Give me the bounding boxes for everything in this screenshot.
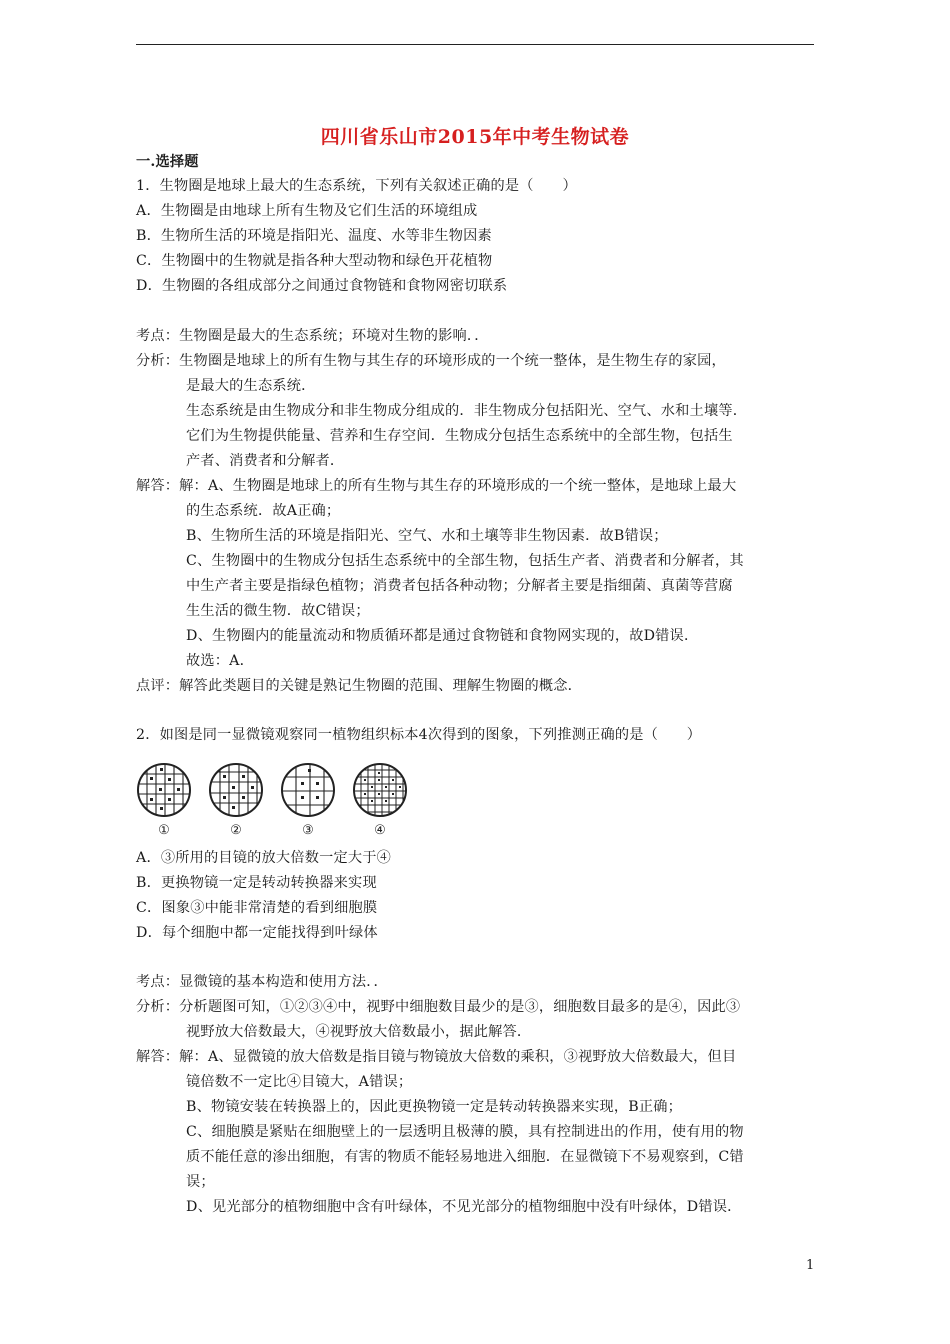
q2-option-b: B．更换物镜一定是转动转换器来实现 [136,875,377,891]
q1-fenxi-line: 是最大的生态系统． [186,378,316,394]
q1-fenxi-line: 产者、消费者和分解者． [186,453,345,469]
page-number: 1 [806,1258,815,1273]
q2-option-d: D．每个细胞中都一定能找得到叶绿体 [136,925,378,941]
microscope-view-3 [282,764,334,816]
q2-stem: 2．如图是同一显微镜观察同一植物组织标本4次得到的图象，下列推测正确的是（ ） [136,727,702,743]
header-rule [136,44,814,45]
q2-jieda-line: B、物镜安装在转换器上的，因此更换物镜一定是转动转换器来实现，B正确； [186,1099,683,1115]
q1-jieda-line: B、生物所生活的环境是指阳光、空气、水和土壤等非生物因素．故B错误； [186,528,668,544]
section-heading: 一.选择题 [136,154,199,170]
q2-kaodian: 考点：显微镜的基本构造和使用方法．． [136,974,388,990]
microscope-views-figure [136,760,426,840]
q1-option-a: A．生物圈是由地球上所有生物及它们生活的环境组成 [136,203,478,219]
q1-jieda-line: 的生态系统．故A正确； [186,503,341,519]
q2-jieda-line: 镜倍数不一定比④目镜大，A错误； [186,1074,413,1090]
q1-jieda-line: 生生活的微生物．故C错误； [186,603,370,619]
q2-option-a: A．③所用的目镜的放大倍数一定大于④ [136,850,392,866]
microscope-view-4 [354,764,406,816]
figure-label-4: ④ [374,823,386,838]
q2-jieda-line: 误； [186,1174,215,1190]
q2-jieda-line: 解答：解：A、显微镜的放大倍数是指目镜与物镜放大倍数的乘积，③视野放大倍数最大，但目 [136,1049,737,1065]
q1-dianping: 点评：解答此类题目的关键是熟记生物圈的范围、理解生物圈的概念． [136,678,583,694]
figure-label-2: ② [230,823,242,838]
q2-option-c: C．图象③中能非常清楚的看到细胞膜 [136,900,378,916]
microscope-view-2 [210,764,262,816]
q1-fenxi-line: 分析：生物圈是地球上的所有生物与其生存的环境形成的一个统一整体，是生物生存的家园， [136,353,726,369]
q2-fenxi-line: 视野放大倍数最大，④视野放大倍数最小，据此解答． [186,1024,532,1040]
q1-option-d: D．生物圈的各组成部分之间通过食物链和食物网密切联系 [136,278,508,294]
figure-label-1: ① [158,823,170,838]
microscope-view-1 [138,764,190,816]
q2-jieda-line: 质不能任意的渗出细胞，有害的物质不能轻易地进入细胞．在显微镜下不易观察到，C错 [186,1149,744,1165]
q1-fenxi-line: 生态系统是由生物成分和非生物成分组成的．非生物成分包括阳光、空气、水和土壤等． [186,403,748,419]
q1-option-c: C．生物圈中的生物就是指各种大型动物和绿色开花植物 [136,253,493,269]
q1-jieda-line: D、生物圈内的能量流动和物质循环都是通过食物链和食物网实现的，故D错误． [186,628,699,644]
q1-stem: 1．生物圈是地球上最大的生态系统，下列有关叙述正确的是（ ） [136,178,577,194]
q2-jieda-line: C、细胞膜是紧贴在细胞壁上的一层透明且极薄的膜，具有控制进出的作用，使有用的物 [186,1124,744,1140]
figure-label-3: ③ [302,823,314,838]
q1-option-b: B．生物所生活的环境是指阳光、温度、水等非生物因素 [136,228,492,244]
q2-jieda-line: D、见光部分的植物细胞中含有叶绿体，不见光部分的植物细胞中没有叶绿体，D错误． [186,1199,742,1215]
q1-fenxi-line: 它们为生物提供能量、营养和生存空间．生物成分包括生态系统中的全部生物，包括生 [186,428,733,444]
page-title: 四川省乐山市2015年中考生物试卷 [320,126,630,148]
q1-kaodian: 考点：生物圈是最大的生态系统；环境对生物的影响．． [136,328,489,344]
q2-fenxi-line: 分析：分析题图可知，①②③④中，视野中细胞数目最少的是③，细胞数目最多的是④，因此③ [136,999,741,1015]
q1-jieda-line: 中生产者主要是指绿色植物；消费者包括各种动物；分解者主要是指细菌、真菌等营腐 [186,578,733,594]
q1-jieda-line: 解答：解：A、生物圈是地球上的所有生物与其生存的环境形成的一个统一整体，是地球上最大 [136,478,737,494]
q1-jieda-line: C、生物圈中的生物成分包括生态系统中的全部生物，包括生产者、消费者和分解者，其 [186,553,744,569]
q1-jieda-line: 故选：A． [186,653,254,669]
